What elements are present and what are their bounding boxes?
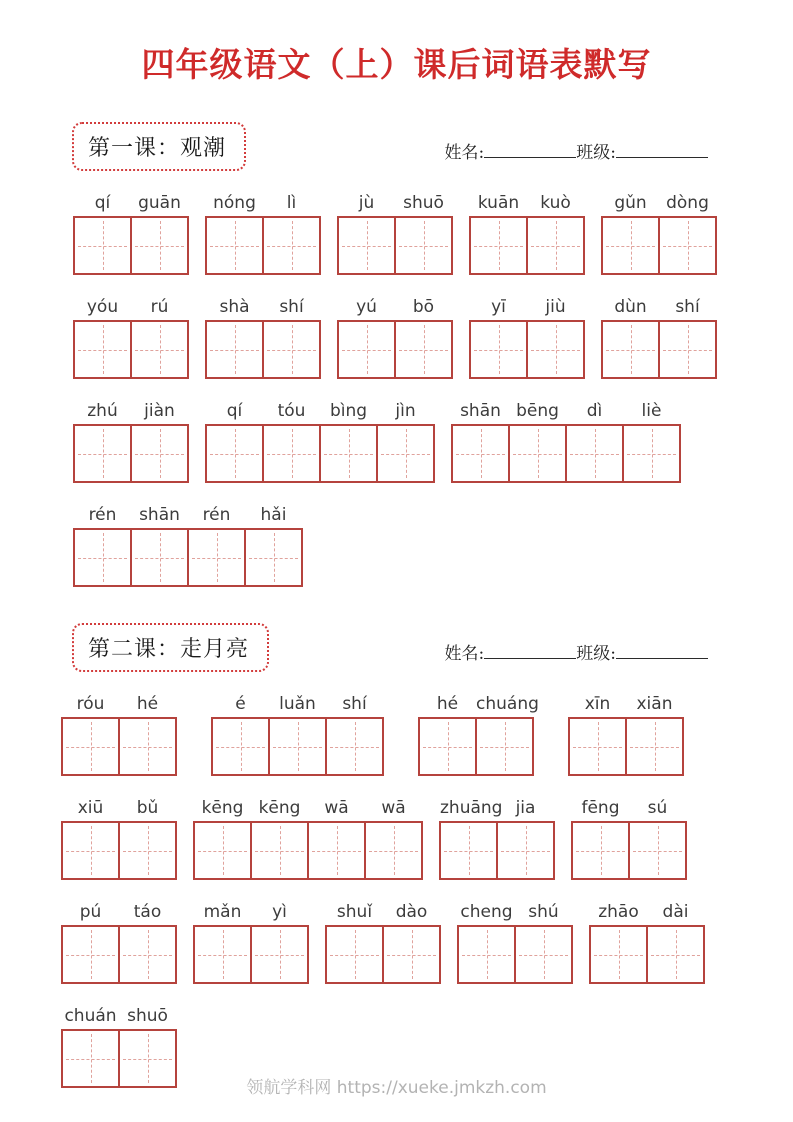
pinyin-row (61, 798, 177, 818)
character-writing-box[interactable] (337, 216, 396, 275)
box-row (418, 717, 534, 776)
character-writing-box[interactable] (457, 925, 516, 984)
pinyin-syllable: kuān (477, 193, 520, 213)
box-row (73, 216, 189, 275)
word-group (193, 902, 309, 984)
box-row (61, 821, 177, 880)
character-writing-box[interactable] (250, 925, 309, 984)
character-writing-box[interactable] (625, 717, 684, 776)
pinyin-syllable: tóu (277, 401, 306, 421)
box-row (451, 424, 681, 483)
pinyin-syllable: shú (528, 902, 559, 922)
pinyin-syllable: rú (150, 297, 169, 317)
character-writing-box[interactable] (325, 717, 384, 776)
lesson-section (0, 122, 793, 587)
pinyin-syllable: yī (491, 297, 506, 317)
class-label: 班级: (576, 644, 616, 664)
character-writing-box[interactable] (526, 320, 585, 379)
pinyin-syllable: qí (226, 401, 243, 421)
pinyin-row (205, 297, 321, 317)
word-group (61, 798, 177, 880)
pinyin-row (418, 694, 539, 714)
pinyin-syllable: jia (515, 798, 536, 818)
box-row (193, 821, 423, 880)
character-writing-box[interactable] (193, 925, 252, 984)
pinyin-row (457, 902, 573, 922)
pinyin-syllable: dào (395, 902, 428, 922)
class-label: 班级: (576, 143, 616, 163)
pinyin-syllable: wā (381, 798, 406, 818)
pinyin-syllable: jiù (545, 297, 566, 317)
pinyin-row (601, 297, 717, 317)
pinyin-syllable: fēng (581, 798, 620, 818)
word-row (73, 297, 793, 379)
pinyin-row (439, 798, 555, 818)
character-writing-box[interactable] (568, 717, 627, 776)
pinyin-syllable: nóng (213, 193, 256, 213)
pinyin-syllable: xiū (77, 798, 104, 818)
pinyin-syllable: kēng (258, 798, 301, 818)
box-row (469, 216, 585, 275)
word-group (469, 297, 585, 379)
character-writing-box[interactable] (205, 424, 264, 483)
character-writing-box[interactable] (469, 320, 528, 379)
character-writing-box[interactable] (382, 925, 441, 984)
character-writing-box[interactable] (244, 528, 303, 587)
character-writing-box[interactable] (376, 424, 435, 483)
box-row (61, 717, 177, 776)
box-row (589, 925, 705, 984)
lesson-section (0, 623, 793, 1088)
box-row (73, 424, 189, 483)
word-group (418, 694, 539, 776)
box-row (205, 424, 435, 483)
box-row (211, 717, 384, 776)
page-title: 四年级语文（上）课后词语表默写 (141, 46, 652, 83)
character-writing-box[interactable] (61, 925, 120, 984)
pinyin-syllable: táo (133, 902, 162, 922)
pinyin-syllable: bēng (516, 401, 559, 421)
word-group (439, 798, 555, 880)
pinyin-syllable: lì (286, 193, 297, 213)
pinyin-syllable: pú (79, 902, 102, 922)
box-row (205, 216, 321, 275)
character-writing-box[interactable] (130, 424, 189, 483)
character-writing-box[interactable] (130, 528, 189, 587)
character-writing-box[interactable] (262, 424, 321, 483)
pinyin-syllable: shí (342, 694, 367, 714)
character-writing-box[interactable] (526, 216, 585, 275)
pinyin-row (601, 193, 717, 213)
character-writing-box[interactable] (565, 424, 624, 483)
character-writing-box[interactable] (118, 925, 177, 984)
character-writing-box[interactable] (205, 216, 264, 275)
character-writing-box[interactable] (508, 424, 567, 483)
pinyin-row (61, 694, 177, 714)
word-group (205, 193, 321, 275)
name-blank-field[interactable] (484, 145, 576, 158)
pinyin-row (571, 798, 687, 818)
character-writing-box[interactable] (205, 320, 264, 379)
word-row (73, 401, 793, 483)
pinyin-syllable: xiān (636, 694, 673, 714)
character-writing-box[interactable] (211, 717, 270, 776)
word-row (73, 505, 793, 587)
pinyin-syllable: bǔ (136, 798, 159, 818)
pinyin-syllable: shí (675, 297, 700, 317)
word-group (457, 902, 573, 984)
pinyin-row (205, 401, 435, 421)
pinyin-row (568, 694, 684, 714)
pinyin-syllable: shuǐ (336, 902, 373, 922)
character-writing-box[interactable] (193, 821, 252, 880)
pinyin-syllable: hé (136, 694, 159, 714)
character-writing-box[interactable] (61, 717, 120, 776)
name-blank-field[interactable] (484, 646, 576, 659)
pinyin-syllable: hǎi (260, 505, 287, 525)
character-writing-box[interactable] (601, 320, 660, 379)
pinyin-row (469, 297, 585, 317)
word-group (193, 798, 423, 880)
character-writing-box[interactable] (394, 216, 453, 275)
pinyin-syllable: dòng (666, 193, 709, 213)
pinyin-syllable: luǎn (279, 694, 316, 714)
word-row (61, 694, 793, 776)
class-blank-field[interactable] (616, 145, 708, 158)
word-group (571, 798, 687, 880)
character-writing-box[interactable] (469, 216, 528, 275)
pinyin-syllable: dì (586, 401, 603, 421)
pinyin-row (469, 193, 585, 213)
word-group (589, 902, 705, 984)
pinyin-syllable: wā (324, 798, 349, 818)
box-row (457, 925, 573, 984)
word-group (73, 505, 303, 587)
pinyin-syllable: shān (139, 505, 180, 525)
pinyin-syllable: é (235, 694, 246, 714)
pinyin-syllable: gǔn (614, 193, 647, 213)
pinyin-syllable: shà (219, 297, 250, 317)
character-writing-box[interactable] (646, 925, 705, 984)
pinyin-row (589, 902, 705, 922)
pinyin-row (61, 1006, 177, 1026)
character-writing-box[interactable] (394, 320, 453, 379)
word-group (469, 193, 585, 275)
pinyin-row (73, 193, 189, 213)
pinyin-syllable: yóu (86, 297, 119, 317)
character-writing-box[interactable] (73, 424, 132, 483)
character-writing-box[interactable] (250, 821, 309, 880)
character-writing-box[interactable] (187, 528, 246, 587)
word-group (337, 193, 453, 275)
pinyin-syllable: bìng (329, 401, 368, 421)
character-writing-box[interactable] (601, 216, 660, 275)
word-group (61, 694, 177, 776)
box-row (205, 320, 321, 379)
pinyin-syllable: zhāo (598, 902, 639, 922)
box-row (601, 320, 717, 379)
box-row (571, 821, 687, 880)
word-group (205, 297, 321, 379)
box-row (568, 717, 684, 776)
pinyin-syllable: chuáng (476, 694, 539, 714)
pinyin-syllable: sú (647, 798, 668, 818)
character-writing-box[interactable] (622, 424, 681, 483)
pinyin-row (61, 902, 177, 922)
box-row (601, 216, 717, 275)
character-writing-box[interactable] (73, 320, 132, 379)
box-row (469, 320, 585, 379)
character-writing-box[interactable] (262, 216, 321, 275)
pinyin-syllable: zhuāng (440, 798, 503, 818)
pinyin-syllable: jìn (395, 401, 416, 421)
character-writing-box[interactable] (262, 320, 321, 379)
word-group (325, 902, 441, 984)
word-group (601, 193, 717, 275)
box-row (61, 925, 177, 984)
pinyin-syllable: shuō (127, 1006, 168, 1026)
box-row (337, 216, 453, 275)
pinyin-syllable: jù (358, 193, 375, 213)
pinyin-syllable: liè (641, 401, 662, 421)
pinyin-row (205, 193, 321, 213)
character-writing-box[interactable] (61, 821, 120, 880)
character-writing-box[interactable] (418, 717, 477, 776)
character-writing-box[interactable] (319, 424, 378, 483)
pinyin-syllable: yì (272, 902, 287, 922)
pinyin-syllable: chuán (64, 1006, 117, 1026)
word-group (205, 401, 435, 483)
section-header (72, 623, 710, 672)
pinyin-syllable: kēng (201, 798, 244, 818)
word-row (61, 902, 793, 984)
character-writing-box[interactable] (628, 821, 687, 880)
section-header (72, 122, 710, 171)
pinyin-row (73, 401, 189, 421)
pinyin-syllable: cheng (460, 902, 513, 922)
word-group (601, 297, 717, 379)
pinyin-syllable: jiàn (144, 401, 175, 421)
lesson-heading: 第一课：观潮 (72, 122, 246, 171)
character-writing-box[interactable] (73, 216, 132, 275)
box-row (73, 528, 303, 587)
character-writing-box[interactable] (268, 717, 327, 776)
pinyin-syllable: guān (138, 193, 181, 213)
pinyin-row (193, 902, 309, 922)
character-writing-box[interactable] (118, 717, 177, 776)
character-writing-box[interactable] (475, 717, 534, 776)
name-label: 姓名: (444, 644, 485, 664)
box-row (193, 925, 309, 984)
worksheet-body (0, 122, 793, 1088)
pinyin-syllable: yú (356, 297, 377, 317)
pinyin-row (211, 694, 384, 714)
word-row (73, 193, 793, 275)
pinyin-syllable: dùn (614, 297, 647, 317)
pinyin-syllable: shān (460, 401, 501, 421)
character-writing-box[interactable] (589, 925, 648, 984)
pinyin-syllable: rén (202, 505, 231, 525)
pinyin-syllable: qí (94, 193, 111, 213)
pinyin-row (193, 798, 423, 818)
character-writing-box[interactable] (337, 320, 396, 379)
pinyin-row (337, 297, 453, 317)
pinyin-syllable: mǎn (203, 902, 242, 922)
box-row (337, 320, 453, 379)
character-writing-box[interactable] (496, 821, 555, 880)
pinyin-row (73, 505, 303, 525)
pinyin-syllable: kuò (540, 193, 571, 213)
character-writing-box[interactable] (658, 320, 717, 379)
word-group (73, 297, 189, 379)
pinyin-syllable: shuō (403, 193, 444, 213)
pinyin-syllable: dài (662, 902, 689, 922)
pinyin-syllable: rén (88, 505, 117, 525)
word-group (451, 401, 681, 483)
box-row (73, 320, 189, 379)
character-writing-box[interactable] (451, 424, 510, 483)
word-group (337, 297, 453, 379)
word-group (61, 902, 177, 984)
word-group (568, 694, 684, 776)
character-writing-box[interactable] (514, 925, 573, 984)
pinyin-syllable: xīn (584, 694, 611, 714)
pinyin-row (73, 297, 189, 317)
box-row (325, 925, 441, 984)
pinyin-row (337, 193, 453, 213)
character-writing-box[interactable] (439, 821, 498, 880)
character-writing-box[interactable] (658, 216, 717, 275)
character-writing-box[interactable] (571, 821, 630, 880)
class-blank-field[interactable] (616, 646, 708, 659)
character-writing-box[interactable] (307, 821, 366, 880)
character-writing-box[interactable] (73, 528, 132, 587)
pinyin-row (451, 401, 681, 421)
character-writing-box[interactable] (118, 821, 177, 880)
pinyin-syllable: róu (76, 694, 105, 714)
character-writing-box[interactable] (130, 216, 189, 275)
footer-watermark: 领航学科网 https://xueke.jmkzh.com (246, 1078, 547, 1098)
pinyin-syllable: zhú (87, 401, 118, 421)
pinyin-syllable: shí (279, 297, 304, 317)
character-writing-box[interactable] (364, 821, 423, 880)
pinyin-syllable: bō (412, 297, 435, 317)
word-group (73, 193, 189, 275)
name-class-line (445, 138, 710, 171)
pinyin-row (325, 902, 441, 922)
name-class-line (445, 639, 710, 672)
box-row (439, 821, 555, 880)
word-group (211, 694, 384, 776)
character-writing-box[interactable] (325, 925, 384, 984)
pinyin-syllable: hé (436, 694, 459, 714)
name-label: 姓名: (444, 143, 485, 163)
word-row (61, 798, 793, 880)
character-writing-box[interactable] (130, 320, 189, 379)
word-group (73, 401, 189, 483)
lesson-heading: 第二课：走月亮 (72, 623, 269, 672)
